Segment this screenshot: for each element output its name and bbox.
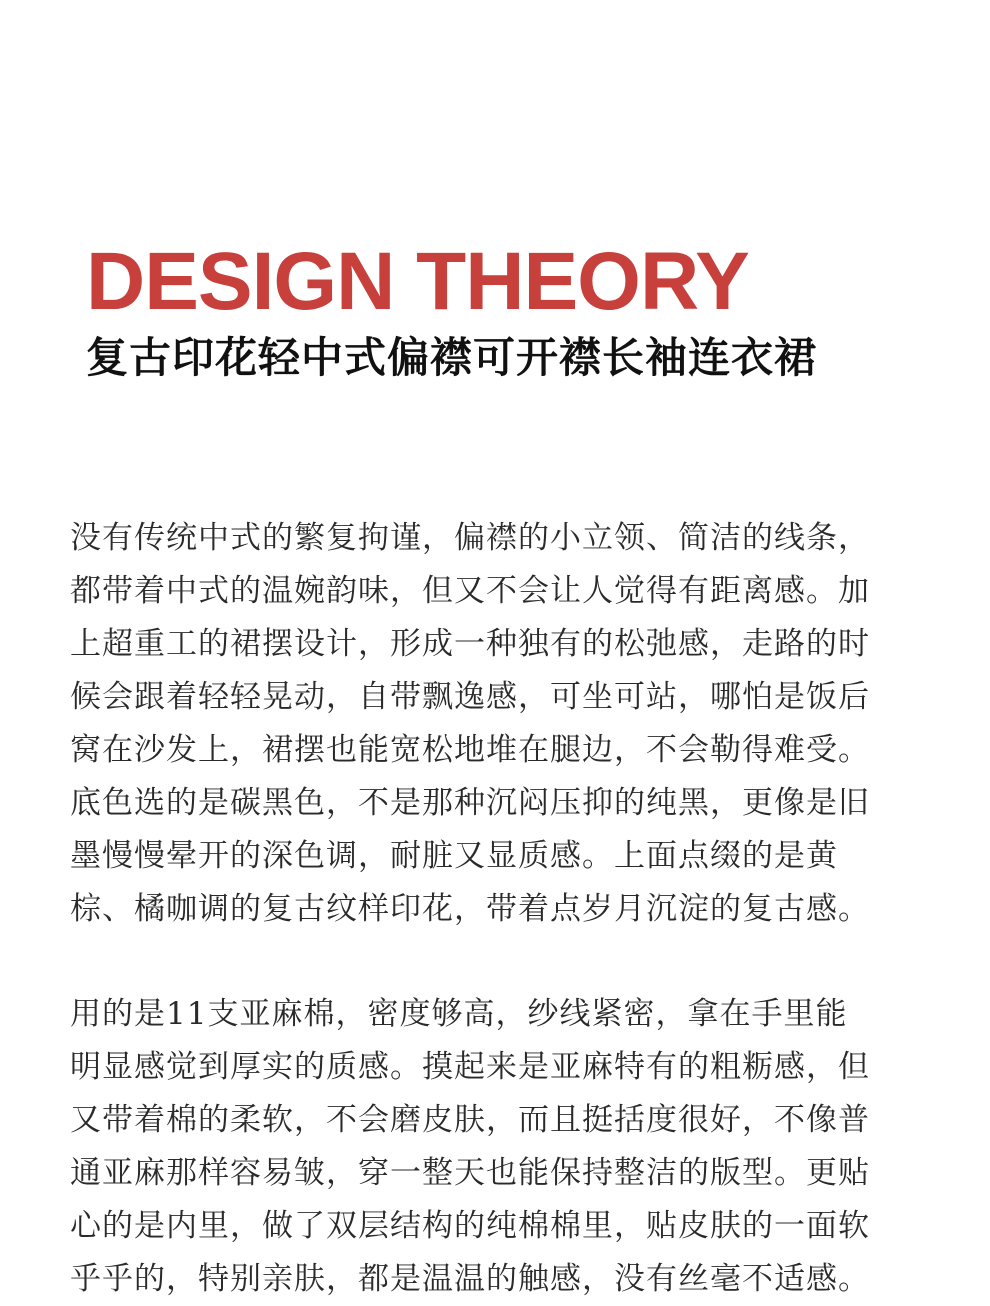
paragraph-line: 心的是内里，做了双层结构的纯棉棉里，贴皮肤的一面软 (70, 1208, 870, 1244)
paragraph-line: 候会跟着轻轻晃动，自带飘逸感，可坐可站，哪怕是饭后 (70, 679, 870, 715)
paragraph-line: 都带着中式的温婉韵味，但又不会让人觉得有距离感。加 (70, 573, 870, 609)
heading-english: DESIGN THEORY (86, 236, 749, 327)
heading-chinese: 复古印花轻中式偏襟可开襟长袖连衣裙 (86, 333, 818, 382)
paragraph-line: 棕、橘咖调的复古纹样印花，带着点岁月沉淀的复古感。 (70, 891, 870, 927)
paragraph-line: 又带着棉的柔软，不会磨皮肤，而且挺括度很好，不像普 (70, 1102, 870, 1138)
paragraph-line: 乎乎的，特别亲肤，都是温温的触感，没有丝毫不适感。 (70, 1261, 870, 1297)
paragraph-line: 窝在沙发上，裙摆也能宽松地堆在腿边，不会勒得难受。 (70, 732, 870, 768)
paragraph-design (70, 512, 920, 936)
paragraph-fabric (70, 988, 920, 1306)
paragraph-line: 通亚麻那样容易皱，穿一整天也能保持整洁的版型。更贴 (70, 1155, 870, 1191)
paragraph-line: 用的是11支亚麻棉，密度够高，纱线紧密，拿在手里能 (70, 996, 848, 1032)
paragraph-line: 上超重工的裙摆设计，形成一种独有的松弛感，走路的时 (70, 626, 870, 662)
paragraph-line: 底色选的是碳黑色，不是那种沉闷压抑的纯黑，更像是旧 (70, 785, 870, 821)
paragraph-line: 没有传统中式的繁复拘谨，偏襟的小立领、简洁的线条， (70, 520, 870, 556)
paragraph-line: 明显感觉到厚实的质感。摸起来是亚麻特有的粗粝感，但 (70, 1049, 870, 1085)
paragraph-line: 墨慢慢晕开的深色调，耐脏又显质感。上面点缀的是黄 (70, 838, 838, 874)
